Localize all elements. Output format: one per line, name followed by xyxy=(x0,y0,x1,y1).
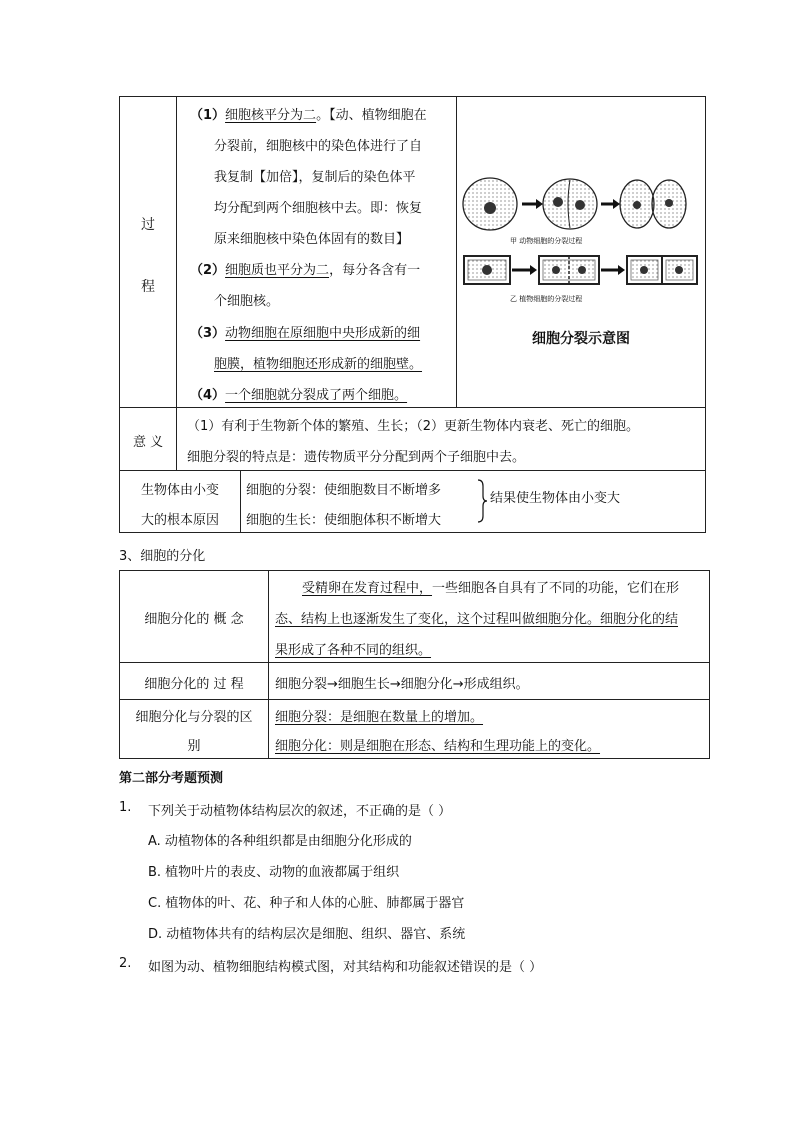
arrow-right-icon xyxy=(601,265,625,275)
process-item2-line1: （2）细胞质也平分为二，每分各含有一 xyxy=(190,263,421,278)
difference-line1: 细胞分裂：是细胞在数量上的增加。 xyxy=(275,710,484,725)
q1-option-b: B. 植物叶片的表皮、动物的血液都属于组织 xyxy=(148,865,400,880)
process-item4-line: （4）一个细胞就分裂成了两个细胞。 xyxy=(190,388,408,403)
process-item3-line2: 胞膜，植物细胞还形成新的细胞壁。 xyxy=(214,357,423,372)
process2-label: 细胞分化的 过 程 xyxy=(144,677,244,692)
figure-label-jia: 甲 动物细胞的分裂过程 xyxy=(510,237,583,245)
process-label-char1: 过 xyxy=(141,217,155,233)
process-item1-line2: 分裂前，细胞核中的染色体进行了自 xyxy=(214,139,423,154)
concept-line2: 态、结构上也逐渐发生了变化，这个过程叫做细胞分化。细胞分化的结 xyxy=(275,612,679,627)
concept-label: 细胞分化的 概 念 xyxy=(144,612,244,627)
process-label-cell xyxy=(119,96,177,408)
brace-icon xyxy=(476,478,488,524)
arrow-right-icon xyxy=(522,199,543,209)
q1-option-a: A. 动植物体的各种组织都是由细胞分化形成的 xyxy=(148,834,412,849)
process-item1-line1: （1）细胞核平分为二。【动、植物细胞在 xyxy=(190,108,427,123)
meaning-line2: 细胞分裂的特点是：遗传物质平分分配到两个子细胞中去。 xyxy=(187,450,526,465)
difference-label-line1: 细胞分化与分裂的区 xyxy=(135,710,253,725)
plant-cell-1 xyxy=(464,256,510,284)
animal-cell-2 xyxy=(543,179,597,229)
concept-line1: 受精卵在发育过程中，一些细胞各自具有了不同的功能，它们在形 xyxy=(302,581,680,596)
arrow-right-icon xyxy=(601,199,620,209)
difference-label-line2: 别 xyxy=(187,739,201,754)
process-item2-line2: 个细胞核。 xyxy=(214,294,280,309)
q1-number: 1. xyxy=(119,800,132,815)
plant-cell-2 xyxy=(539,256,599,284)
meaning-line1: （1）有利于生物新个体的繁殖、生长；（2）更新生物体内衰老、死亡的细胞。 xyxy=(187,419,640,434)
process-label-char2: 程 xyxy=(141,279,155,295)
meaning-label: 意 义 xyxy=(133,435,164,450)
difference-line2: 细胞分化：则是细胞在形态、结构和生理功能上的变化。 xyxy=(275,739,601,754)
root-cause-label-line2: 大的根本原因 xyxy=(140,513,219,528)
q2-number: 2. xyxy=(119,956,132,971)
root-cause-label-line1: 生物体由小变 xyxy=(140,483,219,498)
cell-division-figure xyxy=(460,172,702,312)
animal-cell-1 xyxy=(463,178,517,230)
arrow-right-icon xyxy=(512,265,537,275)
q1-option-c: C. 植物体的叶、花、种子和人体的心脏、肺都属于器官 xyxy=(148,896,465,911)
figure-caption: 细胞分裂示意图 xyxy=(532,331,630,347)
figure-label-yi: 乙 植物细胞的分裂过程 xyxy=(510,295,583,303)
q1-option-d: D. 动植物体共有的结构层次是细胞、组织、器官、系统 xyxy=(148,927,466,942)
root-cause-item2: 细胞的生长：使细胞体积不断增大 xyxy=(246,513,442,528)
root-cause-result: 结果使生物体由小变大 xyxy=(490,491,621,506)
process2-text: 细胞分裂→细胞生长→细胞分化→形成组织。 xyxy=(275,677,529,692)
root-cause-item1: 细胞的分裂：使细胞数目不断增多 xyxy=(246,483,442,498)
process-item3-line1: （3）动物细胞在原细胞中央形成新的细 xyxy=(190,326,421,341)
plant-cell-3 xyxy=(627,256,697,284)
process-item1-line3: 我复制【加倍】，复制后的染色体平 xyxy=(214,170,416,185)
process-item1-line5: 原来细胞核中染色体固有的数目】 xyxy=(214,232,410,247)
q2-text: 如图为动、植物细胞结构模式图，对其结构和功能叙述错误的是（ ） xyxy=(148,960,543,975)
part2-heading: 第二部分考题预测 xyxy=(119,771,224,786)
concept-line3: 果形成了各种不同的组织。 xyxy=(275,643,432,658)
animal-cell-3 xyxy=(620,180,686,228)
process-item1-line4: 均分配到两个细胞核中去。即：恢复 xyxy=(214,201,423,216)
q1-text: 下列关于动植物体结构层次的叙述，不正确的是（ ） xyxy=(148,804,452,819)
section3-heading: 3、细胞的分化 xyxy=(119,549,206,564)
